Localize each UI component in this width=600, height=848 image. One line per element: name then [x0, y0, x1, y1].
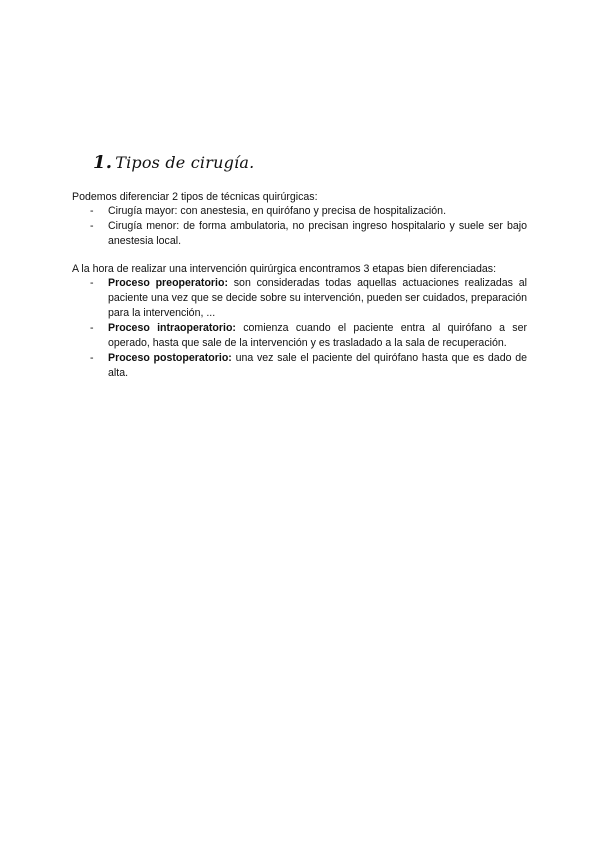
- heading-number: 1.: [93, 152, 113, 173]
- bullet-dash: -: [90, 352, 94, 364]
- intro-paragraph: Podemos diferenciar 2 tipos de técnicas quirúrgicas:: [72, 191, 318, 203]
- stage-term: Proceso preoperatorio:: [108, 277, 228, 289]
- list-item-text: Cirugía mayor: con anestesia, en quirófano y precisa de hospitalización.: [108, 205, 447, 217]
- list-item: [72, 276, 527, 321]
- bullet-dash: -: [90, 277, 94, 289]
- surgery-types-list: [72, 204, 527, 249]
- list-item-text: Cirugía menor: de forma ambulatoria, no precisan ingreso hospitalario y suele ser bajo anestesia local.: [108, 220, 527, 247]
- stage-term: Proceso postoperatorio:: [108, 352, 232, 364]
- heading-text: Tipos de cirugía.: [115, 153, 255, 172]
- bullet-dash: -: [90, 220, 94, 232]
- stage-term: Proceso intraoperatorio:: [108, 322, 236, 334]
- stage-description: comienza cuando el paciente entra al quirófano a ser operado, hasta que sale de la intervención y es trasladado a la sala de recuperación.: [108, 322, 527, 349]
- list-item: [72, 204, 527, 219]
- section-heading: [93, 152, 254, 173]
- stage-description: son consideradas todas aquellas actuaciones realizadas al paciente una vez que se decide sobre su intervención, pueden ser cuidados, preparación para la intervención, ...: [108, 277, 527, 319]
- bullet-dash: -: [90, 322, 94, 334]
- stages-list: [72, 276, 527, 381]
- list-item: [72, 351, 527, 381]
- stages-intro-paragraph: A la hora de realizar una intervención quirúrgica encontramos 3 etapas bien diferenciadas:: [72, 263, 497, 275]
- bullet-dash: -: [90, 205, 94, 217]
- list-item: [72, 321, 527, 351]
- stage-description: una vez sale el paciente del quirófano hasta que es dado de alta.: [108, 352, 528, 379]
- list-item: [72, 219, 527, 249]
